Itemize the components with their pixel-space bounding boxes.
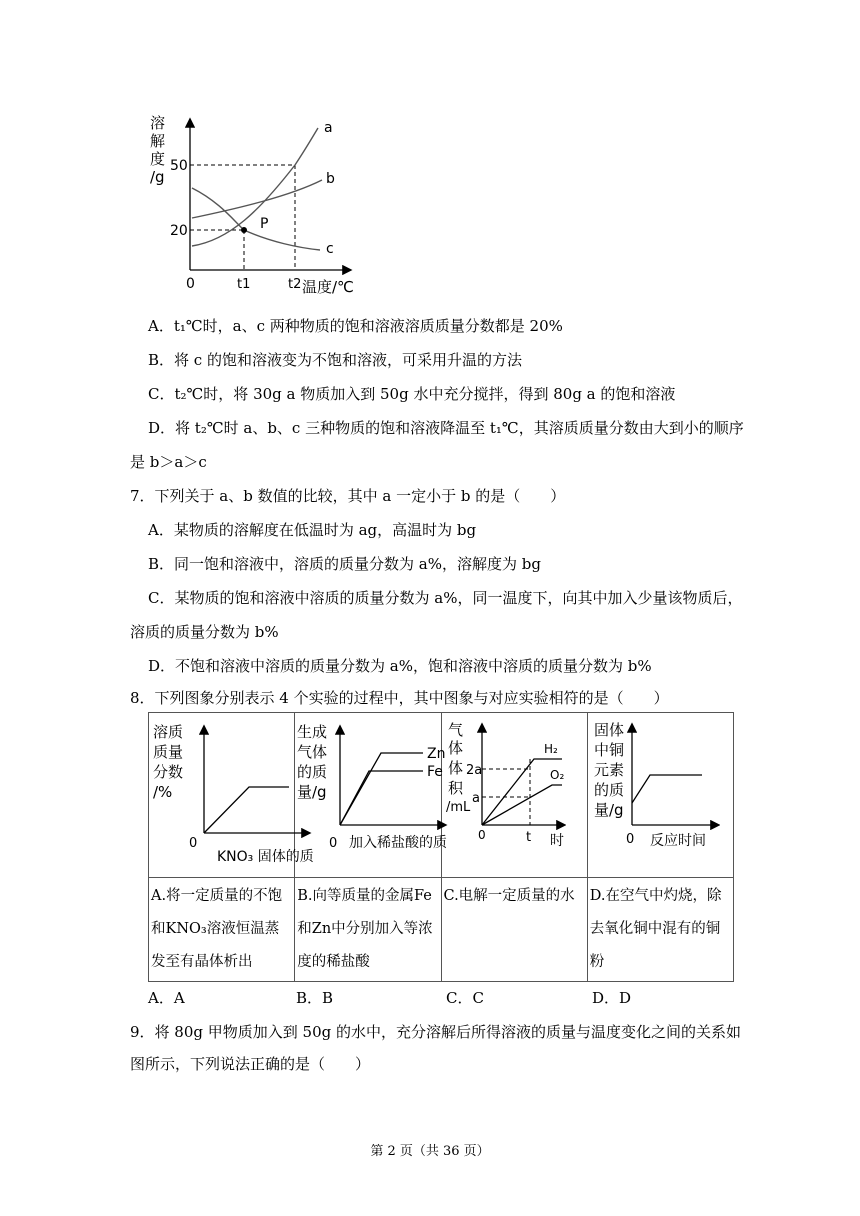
q7-option-c: C．某物质的饱和溶液中溶质的质量分数为 a%，同一温度下，向其中加入少量该物质后， — [148, 589, 743, 607]
point-p — [241, 227, 247, 233]
curve-c-label: c — [326, 241, 334, 257]
q8-graph-c-cell — [441, 713, 587, 878]
q8-graph-c — [442, 713, 566, 873]
graph-b-series-fe: Fe — [427, 764, 444, 780]
graph-b-ylabel: 生成 — [297, 723, 328, 741]
graph-d-ylabel: 元素 — [593, 761, 624, 779]
graph-c-ylabel: 体 — [447, 739, 463, 757]
page-footer: 第 2 页（共 36 页） — [370, 1144, 490, 1159]
graph-d-ylabel: 的质 — [593, 781, 624, 799]
graph-a-origin: 0 — [189, 836, 198, 851]
graph-d-ylabel: 固体 — [593, 721, 624, 739]
graph-a-ylabel: 质量 — [153, 743, 184, 761]
q6-option-b: B．将 c 的饱和溶液变为不饱和溶液，可采用升温的方法 — [148, 351, 522, 369]
q6-option-c: C．t₂℃时，将 30g a 物质加入到 50g 水中充分搅拌，得到 80g a 的饱和溶液 — [148, 385, 676, 403]
y-axis-char: 度 — [150, 150, 166, 168]
q9-stem-cont: 图所示，下列说法正确的是（ ） — [130, 1055, 371, 1073]
q9-stem: 9．将 80g 甲物质加入到 50g 的水中，充分溶解后所得溶液的质量与温度变化之间的关系如 — [130, 1023, 741, 1041]
q8-desc-d: D.在空气中灼烧，除去氧化铜中混有的铜粉 — [587, 878, 733, 982]
q8-option-c: C．C — [446, 989, 484, 1007]
graph-c-xtick-t: t — [525, 830, 531, 845]
q8-graph-a — [149, 713, 317, 873]
q8-graph-b-cell — [295, 713, 448, 878]
graph-b-ylabel: 量/g — [297, 783, 327, 801]
q6-option-a: A．t₁℃时，a、c 两种物质的饱和溶液溶质质量分数都是 20% — [148, 317, 563, 335]
q8-option-d: D．D — [592, 989, 632, 1007]
graph-b-origin: 0 — [329, 836, 338, 851]
q8-stem: 8．下列图象分别表示 4 个实验的过程中，其中图象与对应实验相符的是（ ） — [130, 689, 669, 707]
q7-stem: 7．下列关于 a、b 数值的比较，其中 a 一定小于 b 的是（ ） — [130, 487, 566, 505]
q6-option-d: D．将 t₂℃时 a、b、c 三种物质的饱和溶液降温至 t₁℃，其溶质质量分数由大到小的顺序 — [148, 419, 744, 437]
graph-c-ytick-2a: 2a — [465, 763, 482, 778]
q7-option-a: A．某物质的溶解度在低温时为 ag，高温时为 bg — [148, 521, 477, 539]
graph-a-ylabel: 溶质 — [153, 723, 184, 741]
y-tick-50: 50 — [170, 158, 188, 174]
curve-b — [192, 180, 322, 218]
q7-option-b: B．同一饱和溶液中，溶质的质量分数为 a%，溶解度为 bg — [148, 555, 541, 573]
x-tick-t1: t1 — [237, 277, 251, 292]
graph-d-ylabel: 中铜 — [593, 741, 624, 759]
q8-desc-c: C.电解一定质量的水 — [441, 878, 587, 982]
q8-desc-a: A.将一定质量的不饱和KNO₃溶液恒温蒸发至有晶体析出 — [149, 878, 295, 982]
y-axis-char: /g — [150, 168, 165, 186]
y-tick-20: 20 — [170, 223, 188, 239]
q6-option-d-cont: 是 b＞a＞c — [130, 453, 207, 471]
graph-c-origin: 0 — [477, 828, 486, 842]
graph-c-ytick-a: a — [471, 791, 480, 806]
q8-option-a: A．A — [148, 989, 185, 1007]
graph-a-xlabel: KNO₃ 固体的质 — [217, 849, 314, 865]
point-p-label: P — [260, 216, 269, 232]
x-axis-label: 温度/℃ — [302, 278, 354, 296]
curve-b-label: b — [326, 171, 335, 187]
q8-graph-d-cell — [587, 713, 733, 878]
graph-d-origin: 0 — [625, 832, 635, 847]
graph-d-ylabel: 量/g — [593, 801, 624, 819]
solubility-chart — [140, 110, 370, 300]
q8-option-b: B．B — [296, 989, 334, 1007]
graph-c-ylabel: 气 — [447, 721, 463, 739]
y-axis-char: 解 — [150, 132, 166, 150]
graph-c-series-h2: H₂ — [543, 742, 558, 756]
graph-c-xlabel: 时 — [549, 833, 564, 849]
curve-a-label: a — [324, 120, 333, 136]
graph-b-xlabel: 加入稀盐酸的质 — [349, 835, 448, 851]
curve-a — [192, 128, 318, 246]
q8-graph-d — [588, 713, 720, 873]
q8-graph-table — [148, 712, 734, 982]
graph-c-ylabel: 体 — [447, 759, 463, 777]
graph-c-ylabel: /mL — [445, 800, 470, 815]
q7-option-d: D．不饱和溶液中溶质的质量分数为 a%，饱和溶液中溶质的质量分数为 b% — [148, 657, 652, 675]
graph-d-xlabel: 反应时间 — [649, 833, 706, 849]
graph-b-ylabel: 气体 — [297, 743, 328, 761]
graph-c-ylabel: 积 — [447, 779, 463, 797]
q7-option-c-cont: 溶质的质量分数为 b% — [130, 623, 279, 641]
origin-label: 0 — [186, 276, 195, 292]
q8-graph-b — [295, 713, 453, 873]
graph-a-ylabel: /% — [153, 783, 173, 801]
graph-c-series-o2: O₂ — [549, 768, 564, 782]
x-tick-t2: t2 — [288, 277, 302, 292]
graph-a-ylabel: 分数 — [153, 763, 184, 781]
graph-b-ylabel: 的质 — [297, 763, 328, 781]
graph-b-series-zn: Zn — [427, 746, 446, 762]
q8-desc-b: B.向等质量的金属Fe和Zn中分别加入等浓度的稀盐酸 — [295, 878, 441, 982]
y-axis-char: 溶 — [150, 114, 166, 132]
